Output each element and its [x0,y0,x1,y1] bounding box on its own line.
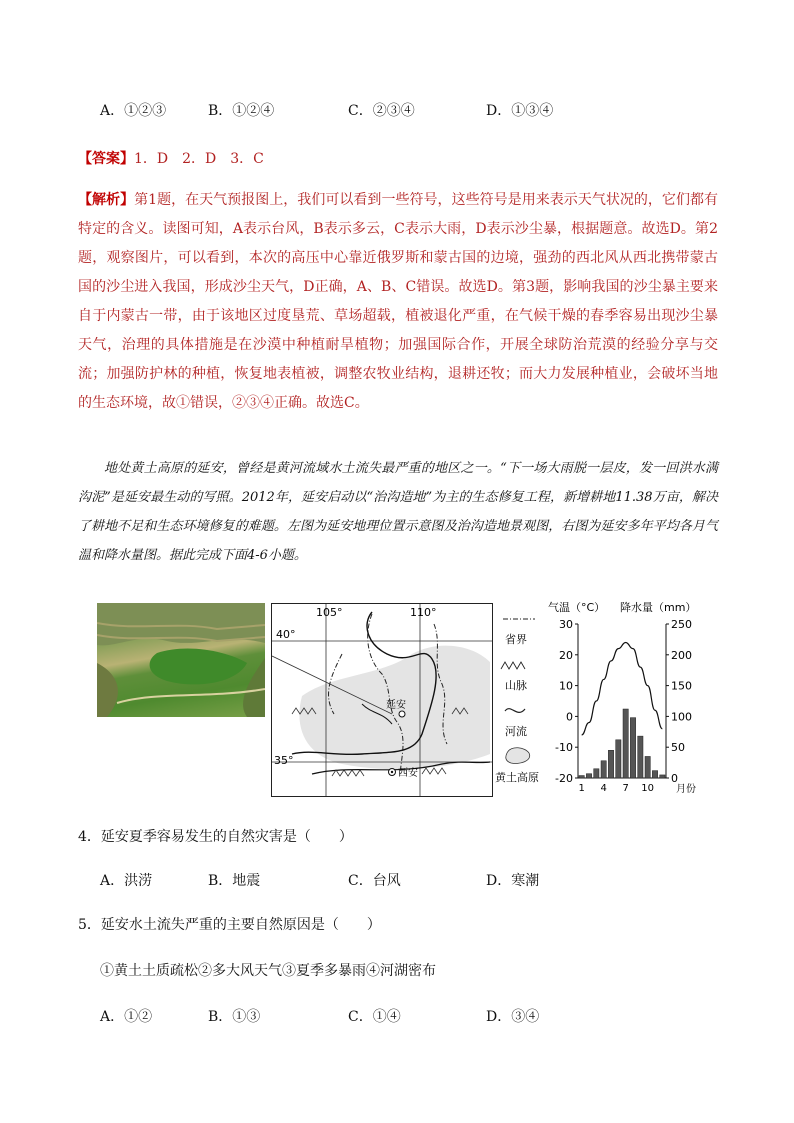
precip-tick-label: 100 [671,710,692,724]
q4-option-b[interactable]: B．地震 [208,873,261,889]
month-tick-label: 4 [600,783,607,794]
precip-bar [616,740,621,778]
yanan-marker-icon [399,711,405,717]
legend-river-icon [505,709,525,713]
precip-tick-label: 50 [671,741,685,755]
q4-option-a[interactable]: A．洪涝 [100,873,153,889]
temp-tick-label: 10 [559,679,573,693]
legend-svg [495,603,547,795]
q3-option-b[interactable]: B．①②④ [208,103,275,119]
month-tick-label: 10 [641,783,655,794]
map-lat-40: 40° [276,628,296,641]
precip-bar [630,718,635,778]
q3-option-d[interactable]: D．①③④ [486,103,554,119]
q3-options [100,100,700,120]
q5-options [100,1006,700,1026]
map-legend [495,603,547,795]
legend-mountain-icon [501,662,525,669]
temp-tick-label: 20 [559,648,573,662]
precip-bar [652,771,657,778]
precip-bar [594,769,599,778]
chart-plot [555,618,692,794]
legend-mountain-label: 山脉 [505,679,527,692]
temp-tick-label: -10 [555,741,573,755]
climate-chart [548,600,698,798]
analysis-paragraph [78,186,718,418]
climate-chart-svg [548,600,698,798]
legend-boundary-label: 省界 [505,633,527,646]
month-tick-label: 1 [578,783,585,794]
q5-option-c[interactable]: C．①④ [348,1009,401,1025]
map-lon-110: 110° [410,606,437,619]
analysis-tag: 【解析】 [78,192,135,208]
precip-bar [638,736,643,778]
map-svg [272,604,492,796]
legend-plateau-label: 黄土高原 [495,771,539,784]
q3-option-a[interactable]: A．①②③ [100,103,167,119]
yanan-location-map [271,603,493,797]
answer-tag: 【答案】 [78,151,134,167]
map-lon-105: 105° [316,606,343,619]
q5-stem: 5．延安水土流失严重的主要自然原因是（ ） [78,917,381,933]
temperature-line [582,642,663,734]
legend-river-label: 河流 [505,725,527,738]
landscape-illustration [97,603,265,717]
precip-tick-label: 200 [671,648,692,662]
precip-tick-label: 150 [671,679,692,693]
precip-axis-label: 降水量（mm） [620,601,697,614]
answer-text: 1．D 2．D 3．C [134,151,264,167]
temp-tick-label: 0 [566,710,573,724]
temp-axis-label: 气温（°C） [548,601,606,614]
temp-tick-label: 30 [559,618,573,631]
q4-option-c[interactable]: C．台风 [348,873,401,889]
precip-tick-label: 0 [671,772,678,785]
legend-plateau-icon [506,748,530,764]
precip-bar [601,761,606,778]
landscape-photo [97,603,265,717]
analysis-text: 第1题，在天气预报图上，我们可以看到一些符号，这些符号是用来表示天气状况的，它们都有特定的含义。读图可知，A表示台风，B表示多云，C表示大雨，D表示沙尘暴，根据题意。故选D。第2题，观察图片，可以看到，本次的高压中心靠近俄罗斯和蒙古国的边境，强劲的西北风从西北携带蒙古国的沙尘进入我国，形成沙尘天气，D正确，A、B、C错误。故选D。第3题，影响我国的沙尘暴主要来自于内蒙古一带，由于该地区过度垦荒、草场超载，植被退化严重，在气候干燥的春季容易出现沙尘暴天气，治理的具体措施是在沙漠中种植耐旱植物；加强国际合作，开展全球防治荒漠的经验分享与交流；加强防护林的种植，恢复地表植被，调整农牧业结构，退耕还牧；而大力发展种植业，会破坏当地的生态环境，故①错误，②③④正确。故选C。 [78,192,719,411]
map-city-xian: 西安 [398,768,418,779]
map-city-yanan: 延安 [386,700,406,711]
q4-option-d[interactable]: D．寒潮 [486,873,540,889]
q3-option-c[interactable]: C．②③④ [348,103,415,119]
precip-bar [608,750,613,778]
precip-bar [623,709,628,778]
precip-bar [645,756,650,778]
q4-stem: 4．延安夏季容易发生的自然灾害是（ ） [78,829,353,845]
map-lat-35: 35° [274,754,294,767]
temp-tick-label: -20 [555,772,573,785]
month-axis-label: 月份 [676,784,696,795]
precip-bar [660,775,665,778]
q5-option-b[interactable]: B．①③ [208,1009,261,1025]
reading-passage: 地处黄土高原的延安，曾经是黄河流域水土流失最严重的地区之一。“下一场大雨脱一层皮，发一回洪水满沟泥”是延安最生动的写照。2012年，延安启动以“治沟造地”为主的生态修复工程，新增耕地11.38万亩，解决了耕地不足和生态环境修复的难题。左图为延安地理位置示意图及治沟造地景观图，右图为延安多年平均各月气温和降水量图。据此完成下面4-6小题。 [78,461,718,563]
precip-bar [586,774,591,778]
q5-option-d[interactable]: D．③④ [486,1009,540,1025]
precip-tick-label: 250 [671,618,692,631]
q5-statements: ①黄土土质疏松②多大风天气③夏季多暴雨④河湖密布 [100,963,436,979]
month-tick-label: 7 [622,783,629,794]
precip-bar [579,776,584,778]
answer-line [78,148,264,168]
q4-options [100,870,700,890]
q5-option-a[interactable]: A．①② [100,1009,153,1025]
